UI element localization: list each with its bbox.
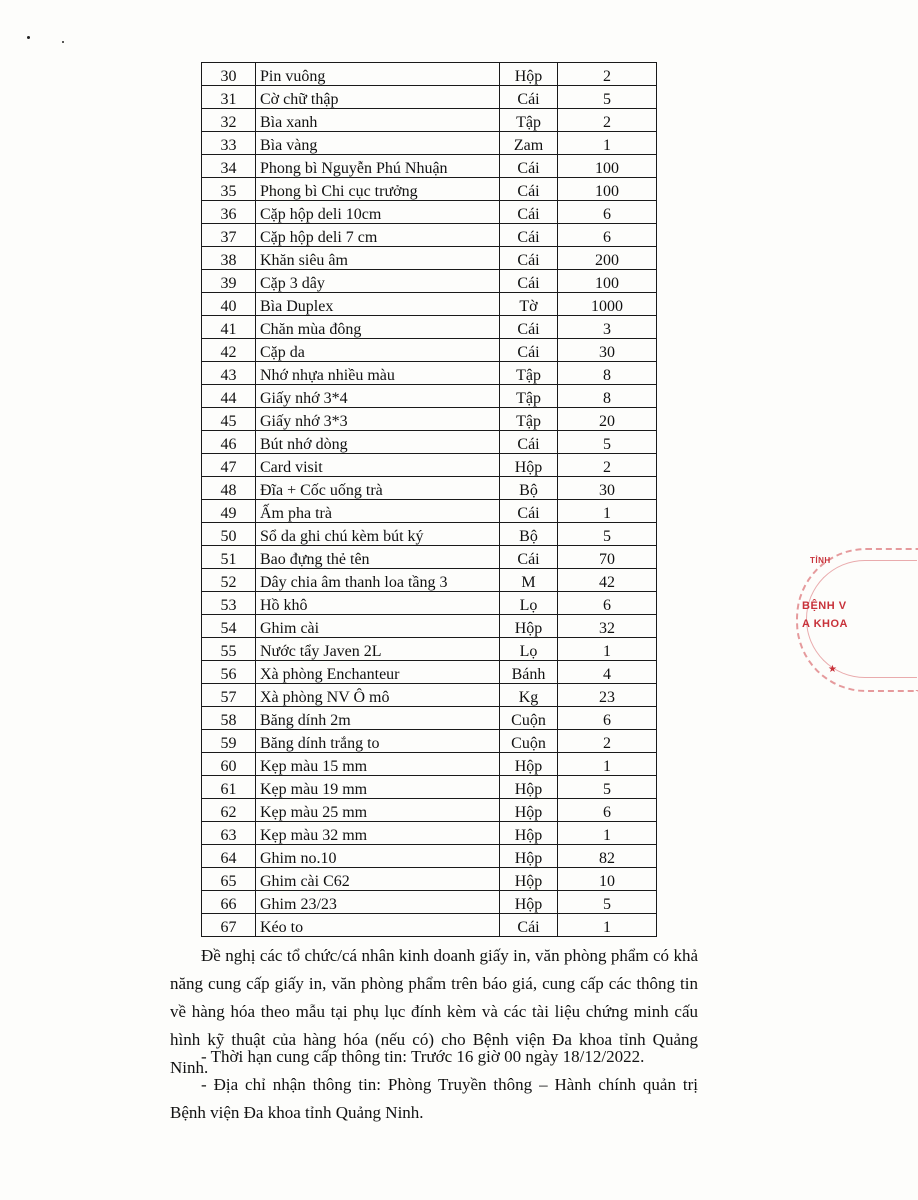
cell-item-name: Ghim cài [256, 615, 500, 638]
cell-unit: Tập [500, 408, 558, 431]
cell-item-name: Kẹp màu 32 mm [256, 822, 500, 845]
cell-no: 37 [202, 224, 256, 247]
cell-unit: Lọ [500, 638, 558, 661]
cell-item-name: Băng dính 2m [256, 707, 500, 730]
cell-item-name: Băng dính trắng to [256, 730, 500, 753]
table-row [202, 868, 657, 891]
cell-no: 51 [202, 546, 256, 569]
cell-unit: Hộp [500, 891, 558, 914]
cell-quantity: 1 [558, 753, 657, 776]
cell-no: 44 [202, 385, 256, 408]
cell-item-name: Dây chia âm thanh loa tầng 3 [256, 569, 500, 592]
cell-unit: Hộp [500, 454, 558, 477]
cell-no: 47 [202, 454, 256, 477]
table-row [202, 408, 657, 431]
table-row [202, 247, 657, 270]
cell-quantity: 6 [558, 224, 657, 247]
cell-item-name: Bìa xanh [256, 109, 500, 132]
cell-quantity: 42 [558, 569, 657, 592]
red-stamp [790, 548, 850, 688]
cell-no: 39 [202, 270, 256, 293]
cell-unit: Cái [500, 500, 558, 523]
cell-no: 63 [202, 822, 256, 845]
table-row [202, 684, 657, 707]
table-row [202, 316, 657, 339]
cell-no: 62 [202, 799, 256, 822]
cell-unit: Cái [500, 339, 558, 362]
cell-item-name: Phong bì Chi cục trưởng [256, 178, 500, 201]
table-row [202, 293, 657, 316]
cell-item-name: Xà phòng Enchanteur [256, 661, 500, 684]
cell-item-name: Kẹp màu 25 mm [256, 799, 500, 822]
cell-no: 56 [202, 661, 256, 684]
cell-quantity: 82 [558, 845, 657, 868]
cell-no: 34 [202, 155, 256, 178]
cell-no: 64 [202, 845, 256, 868]
cell-no: 57 [202, 684, 256, 707]
cell-no: 53 [202, 592, 256, 615]
cell-quantity: 100 [558, 270, 657, 293]
supplies-table [201, 62, 657, 937]
cell-no: 31 [202, 86, 256, 109]
cell-item-name: Cặp hộp deli 10cm [256, 201, 500, 224]
cell-item-name: Pin vuông [256, 63, 500, 86]
table-row [202, 891, 657, 914]
cell-item-name: Nước tẩy Javen 2L [256, 638, 500, 661]
cell-no: 30 [202, 63, 256, 86]
cell-item-name: Bao đựng thẻ tên [256, 546, 500, 569]
cell-no: 45 [202, 408, 256, 431]
table-row [202, 86, 657, 109]
cell-unit: Cái [500, 86, 558, 109]
cell-quantity: 6 [558, 201, 657, 224]
cell-no: 38 [202, 247, 256, 270]
cell-unit: Tờ [500, 293, 558, 316]
cell-no: 52 [202, 569, 256, 592]
cell-quantity: 32 [558, 615, 657, 638]
table-row [202, 270, 657, 293]
cell-no: 58 [202, 707, 256, 730]
cell-quantity: 2 [558, 63, 657, 86]
cell-unit: Lọ [500, 592, 558, 615]
table-row [202, 500, 657, 523]
cell-no: 43 [202, 362, 256, 385]
cell-unit: Bánh [500, 661, 558, 684]
cell-item-name: Cặp hộp deli 7 cm [256, 224, 500, 247]
cell-item-name: Ghim cài C62 [256, 868, 500, 891]
cell-unit: Tập [500, 362, 558, 385]
cell-unit: Cuộn [500, 730, 558, 753]
cell-quantity: 3 [558, 316, 657, 339]
cell-unit: Bộ [500, 477, 558, 500]
cell-item-name: Nhớ nhựa nhiều màu [256, 362, 500, 385]
cell-quantity: 70 [558, 546, 657, 569]
cell-unit: Cái [500, 224, 558, 247]
cell-no: 36 [202, 201, 256, 224]
table-row [202, 523, 657, 546]
cell-unit: Cái [500, 316, 558, 339]
table-row [202, 178, 657, 201]
cell-item-name: Kẹp màu 19 mm [256, 776, 500, 799]
cell-unit: M [500, 569, 558, 592]
table-row [202, 362, 657, 385]
cell-no: 41 [202, 316, 256, 339]
cell-no: 49 [202, 500, 256, 523]
cell-quantity: 8 [558, 362, 657, 385]
table-row [202, 661, 657, 684]
table-body [202, 63, 657, 937]
cell-quantity: 2 [558, 454, 657, 477]
cell-unit: Cái [500, 201, 558, 224]
cell-unit: Cái [500, 431, 558, 454]
table-row [202, 132, 657, 155]
table-row [202, 385, 657, 408]
cell-quantity: 23 [558, 684, 657, 707]
table-row [202, 546, 657, 569]
cell-quantity: 2 [558, 109, 657, 132]
cell-no: 40 [202, 293, 256, 316]
cell-unit: Cái [500, 178, 558, 201]
cell-quantity: 1 [558, 914, 657, 937]
table-row [202, 109, 657, 132]
table-row [202, 615, 657, 638]
cell-item-name: Card visit [256, 454, 500, 477]
table-row [202, 201, 657, 224]
cell-unit: Hộp [500, 776, 558, 799]
cell-no: 66 [202, 891, 256, 914]
cell-quantity: 6 [558, 799, 657, 822]
table-row [202, 822, 657, 845]
cell-item-name: Bìa Duplex [256, 293, 500, 316]
cell-unit: Tập [500, 385, 558, 408]
cell-item-name: Giấy nhớ 3*3 [256, 408, 500, 431]
cell-quantity: 10 [558, 868, 657, 891]
table-row [202, 730, 657, 753]
cell-unit: Hộp [500, 753, 558, 776]
cell-quantity: 5 [558, 776, 657, 799]
cell-quantity: 100 [558, 178, 657, 201]
cell-item-name: Ấm pha trà [256, 500, 500, 523]
table-row [202, 339, 657, 362]
cell-unit: Hộp [500, 63, 558, 86]
cell-unit: Cái [500, 546, 558, 569]
cell-quantity: 1 [558, 500, 657, 523]
cell-unit: Cuộn [500, 707, 558, 730]
table-row [202, 799, 657, 822]
table-row [202, 454, 657, 477]
table-row [202, 845, 657, 868]
cell-item-name: Chăn mùa đông [256, 316, 500, 339]
cell-quantity: 4 [558, 661, 657, 684]
cell-unit: Cái [500, 914, 558, 937]
table-row [202, 753, 657, 776]
table-row [202, 155, 657, 178]
cell-item-name: Kéo to [256, 914, 500, 937]
table-row [202, 569, 657, 592]
cell-item-name: Bút nhớ dòng [256, 431, 500, 454]
cell-quantity: 30 [558, 477, 657, 500]
cell-unit: Zam [500, 132, 558, 155]
cell-item-name: Phong bì Nguyễn Phú Nhuận [256, 155, 500, 178]
address-paragraph: - Địa chỉ nhận thông tin: Phòng Truyền thông – Hành chính quản trị Bệnh viện Đa khoa tỉnh Quảng Ninh. [170, 1075, 698, 1122]
cell-item-name: Sổ da ghi chú kèm bút ký [256, 523, 500, 546]
cell-no: 55 [202, 638, 256, 661]
cell-item-name: Kẹp màu 15 mm [256, 753, 500, 776]
cell-quantity: 1 [558, 822, 657, 845]
table-row [202, 592, 657, 615]
cell-quantity: 8 [558, 385, 657, 408]
scan-specks [0, 0, 843, 60]
table-row [202, 776, 657, 799]
cell-unit: Hộp [500, 799, 558, 822]
cell-item-name: Bìa vàng [256, 132, 500, 155]
cell-no: 60 [202, 753, 256, 776]
stamp-line-3: A KHOA [802, 618, 848, 630]
cell-unit: Hộp [500, 868, 558, 891]
cell-no: 42 [202, 339, 256, 362]
cell-quantity: 6 [558, 592, 657, 615]
cell-quantity: 20 [558, 408, 657, 431]
cell-no: 61 [202, 776, 256, 799]
cell-unit: Cái [500, 247, 558, 270]
cell-quantity: 5 [558, 891, 657, 914]
deadline-paragraph: - Thời hạn cung cấp thông tin: Trước 16 giờ 00 ngày 18/12/2022. [201, 1047, 645, 1066]
cell-no: 67 [202, 914, 256, 937]
cell-quantity: 2 [558, 730, 657, 753]
cell-item-name: Khăn siêu âm [256, 247, 500, 270]
cell-no: 32 [202, 109, 256, 132]
cell-no: 46 [202, 431, 256, 454]
cell-unit: Tập [500, 109, 558, 132]
cell-item-name: Ghim 23/23 [256, 891, 500, 914]
cell-item-name: Ghim no.10 [256, 845, 500, 868]
request-paragraph: Đề nghị các tổ chức/cá nhân kinh doanh giấy in, văn phòng phẩm có khả năng cung cấp giấy in, văn phòng phẩm trên báo giá, cung cấp các thông tin về hàng hóa theo mẫu tại phụ lục đính kèm và các tài liệu chứng minh cấu hình kỹ thuật của hàng hóa (nếu có) cho Bệnh viện Đa khoa tỉnh Quảng Ninh. [170, 946, 698, 1077]
cell-unit: Hộp [500, 845, 558, 868]
cell-unit: Kg [500, 684, 558, 707]
table-row [202, 63, 657, 86]
table-row [202, 431, 657, 454]
table-row [202, 707, 657, 730]
cell-quantity: 1000 [558, 293, 657, 316]
cell-unit: Bộ [500, 523, 558, 546]
cell-no: 50 [202, 523, 256, 546]
cell-unit: Hộp [500, 615, 558, 638]
cell-no: 59 [202, 730, 256, 753]
stamp-line-2: BỆNH V [802, 600, 847, 612]
cell-item-name: Cặp da [256, 339, 500, 362]
cell-item-name: Giấy nhớ 3*4 [256, 385, 500, 408]
cell-item-name: Hồ khô [256, 592, 500, 615]
stamp-line-1: TỈNH [810, 556, 831, 565]
stamp-star-icon: ★ [828, 664, 837, 675]
cell-quantity: 30 [558, 339, 657, 362]
cell-no: 65 [202, 868, 256, 891]
cell-item-name: Cặp 3 dây [256, 270, 500, 293]
cell-unit: Cái [500, 270, 558, 293]
cell-unit: Cái [500, 155, 558, 178]
cell-quantity: 100 [558, 155, 657, 178]
cell-quantity: 200 [558, 247, 657, 270]
table-row [202, 224, 657, 247]
cell-quantity: 6 [558, 707, 657, 730]
cell-no: 33 [202, 132, 256, 155]
cell-item-name: Cờ chữ thập [256, 86, 500, 109]
table-row [202, 914, 657, 937]
cell-item-name: Đĩa + Cốc uống trà [256, 477, 500, 500]
cell-quantity: 5 [558, 86, 657, 109]
cell-item-name: Xà phòng NV Ô mô [256, 684, 500, 707]
cell-quantity: 1 [558, 638, 657, 661]
cell-quantity: 5 [558, 431, 657, 454]
cell-no: 35 [202, 178, 256, 201]
table-row [202, 638, 657, 661]
cell-no: 48 [202, 477, 256, 500]
cell-no: 54 [202, 615, 256, 638]
table-row [202, 477, 657, 500]
cell-quantity: 5 [558, 523, 657, 546]
cell-unit: Hộp [500, 822, 558, 845]
cell-quantity: 1 [558, 132, 657, 155]
